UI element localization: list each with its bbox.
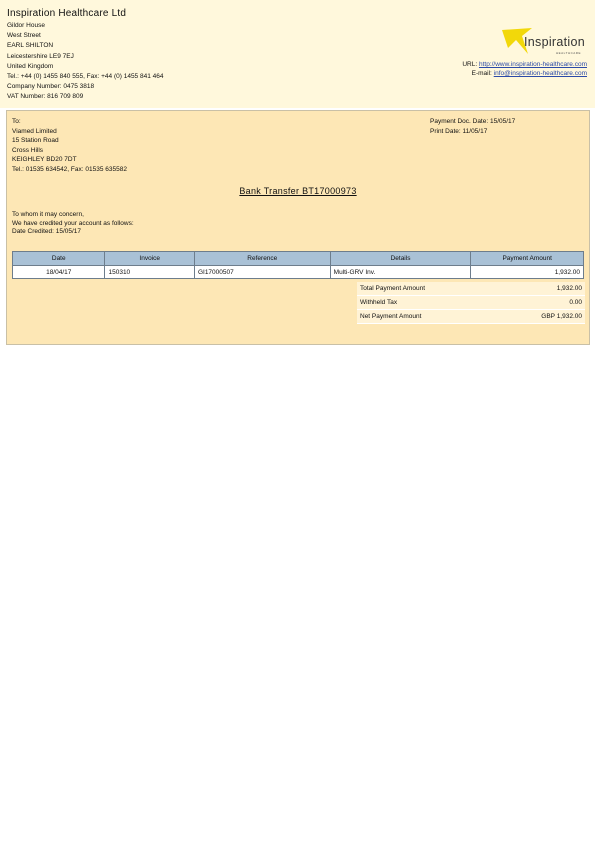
recipient-line: Tel.: 01535 634542, Fax: 01535 635582: [12, 165, 127, 173]
column-header-invoice: Invoice: [105, 252, 194, 266]
table-row: [13, 266, 584, 279]
address-line: United Kingdom: [7, 62, 54, 70]
address-line: Leicestershire LE9 7EJ: [7, 52, 74, 60]
cell-details: Multi-GRV Inv.: [330, 266, 471, 279]
vat-number: VAT Number: 816 709 809: [7, 93, 84, 101]
intro-line: Date Credited: 15/05/17: [12, 228, 82, 235]
cell-invoice: 150310: [105, 266, 194, 279]
recipient-line: Cross Hills: [12, 146, 44, 154]
column-header-details: Details: [330, 252, 471, 266]
totals-row: [357, 282, 585, 296]
document-dates: [430, 117, 515, 136]
withheld-tax-label: Withheld Tax: [357, 296, 495, 310]
company-number: Company Number: 0475 3818: [7, 83, 95, 91]
document-title: [7, 186, 589, 196]
address-line: West Street: [7, 32, 41, 40]
totals-row: [357, 296, 585, 310]
print-date: Print Date: 11/05/17: [430, 127, 488, 135]
url-label: URL:: [462, 61, 478, 68]
company-address: [7, 21, 163, 103]
recipient-line: Viamed Limited: [12, 127, 57, 135]
email-link[interactable]: info@inspiration-healthcare.com: [493, 70, 587, 77]
net-payment-label: Net Payment Amount: [357, 310, 495, 324]
company-header: [0, 0, 595, 108]
logo-text: Inspiration: [524, 35, 585, 49]
remittance-panel: [6, 110, 590, 345]
recipient-line: KEIGHLEY BD20 7DT: [12, 156, 77, 163]
website-link[interactable]: http://www.inspiration-healthcare.com: [478, 61, 587, 68]
intro-text: [12, 211, 134, 237]
column-header-date: Date: [13, 252, 105, 266]
phone-line: Tel.: +44 (0) 1455 840 555, Fax: +44 (0) 1455 841 464: [7, 73, 164, 81]
column-header-reference: Reference: [194, 252, 330, 266]
to-label: To:: [12, 118, 21, 125]
company-name: Inspiration Healthcare Ltd: [7, 8, 127, 19]
totals-row: [357, 310, 585, 324]
payment-doc-date: Payment Doc. Date: 15/05/17: [430, 118, 516, 125]
totals-table: [357, 282, 585, 324]
company-contact: [462, 60, 587, 78]
column-header-payment-amount: Payment Amount: [471, 252, 584, 266]
total-payment-label: Total Payment Amount: [357, 282, 495, 296]
payment-items-table: [12, 251, 584, 279]
cell-date: 18/04/17: [13, 266, 105, 279]
recipient-line: 15 Station Road: [12, 137, 59, 144]
document-title-text: Bank Transfer BT17000973: [239, 186, 357, 196]
email-label: E-mail:: [471, 70, 492, 77]
address-line: Gildor House: [7, 22, 45, 29]
cell-reference: GI17000507: [194, 266, 330, 279]
recipient-block: [12, 117, 127, 174]
table-header-row: [13, 252, 584, 266]
total-payment-value: 1,932.00: [495, 282, 585, 296]
intro-line: We have credited your account as follows:: [12, 219, 134, 227]
net-payment-value: GBP 1,932.00: [495, 310, 585, 324]
cell-payment-amount: 1,932.00: [471, 266, 584, 279]
company-logo: [502, 26, 590, 58]
withheld-tax-value: 0.00: [495, 296, 585, 310]
intro-line: To whom it may concern,: [12, 211, 84, 218]
address-line: EARL SHILTON: [7, 42, 54, 50]
logo-subtext: HEALTHCARE: [556, 51, 581, 55]
